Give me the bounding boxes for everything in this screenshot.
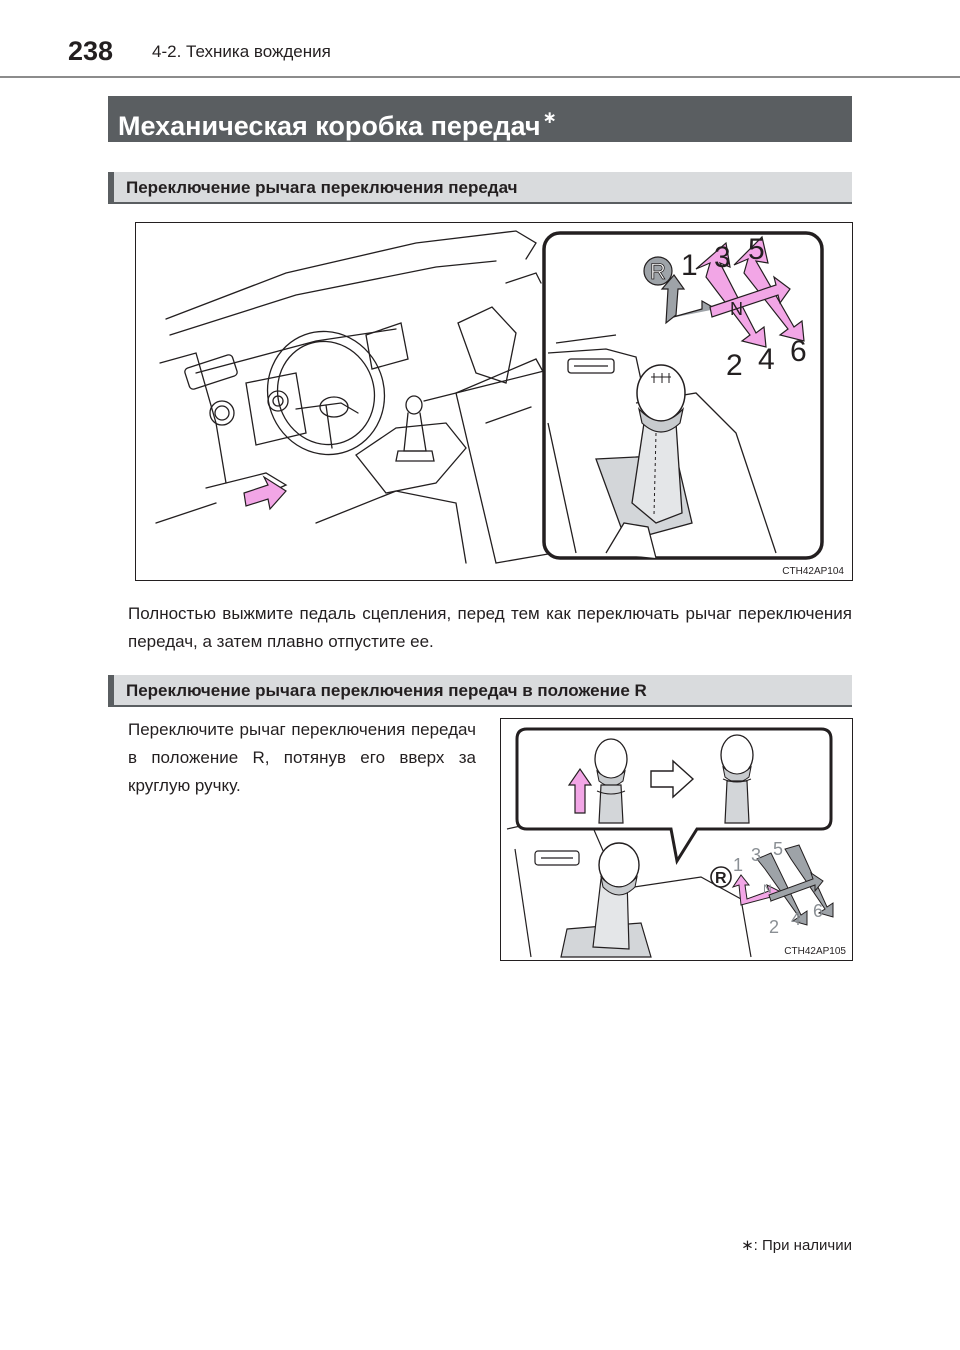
page-title xyxy=(108,96,852,142)
page-number: 238 xyxy=(68,36,114,66)
reverse-gear-label-r: R xyxy=(715,870,727,887)
availability-mark: ∗ xyxy=(542,108,557,127)
reverse-gear-label-5: 5 xyxy=(773,839,784,859)
figure-code: CTH42AP104 xyxy=(782,566,844,577)
subheading-gear-shifting: Переключение рычага переключения передач xyxy=(108,172,852,204)
gear-label-n: N xyxy=(730,299,743,319)
reverse-gear-label-n: N xyxy=(763,882,772,896)
gear-label-6: 6 xyxy=(790,335,807,368)
interior-illustration xyxy=(136,223,852,580)
reverse-gear-label-2: 2 xyxy=(769,917,780,937)
reverse-illustration xyxy=(501,719,852,960)
reverse-gear-label-1: 1 xyxy=(733,855,744,875)
gear-label-5: 5 xyxy=(748,233,765,266)
figure-reverse-shift xyxy=(500,718,853,961)
gear-label-4: 4 xyxy=(758,343,775,376)
reverse-gear-label-6: 6 xyxy=(813,901,824,921)
gear-label-1: 1 xyxy=(681,249,698,282)
gear-label-r: R xyxy=(650,259,666,284)
gear-label-2: 2 xyxy=(726,349,743,382)
footnote xyxy=(741,1236,852,1254)
footnote-text: : При наличии xyxy=(753,1237,852,1254)
footnote-mark: ∗ xyxy=(741,1237,754,1254)
reverse-gear-label-3: 3 xyxy=(751,845,762,865)
section-breadcrumb: 4-2. Техника вождения xyxy=(152,42,331,61)
page-title-text: Механическая коробка передач xyxy=(118,111,541,141)
instruction-clutch: Полностью выжмите педаль сцепления, перед тем как переключать рычаг переключения передач, а затем плавно отпустите ее. xyxy=(128,604,852,651)
figure-code: CTH42AP105 xyxy=(784,946,846,957)
subheading-reverse-gear: Переключение рычага переключения передач в положение R xyxy=(108,675,852,707)
gear-label-3: 3 xyxy=(714,241,731,274)
reverse-gear-label-4: 4 xyxy=(791,909,802,929)
instruction-reverse: Переключите рычаг переключения передач в положение R, потянув его вверх за круглую ручку. xyxy=(128,720,476,795)
figure-gearshift-interior xyxy=(135,222,853,581)
header-divider xyxy=(0,76,960,78)
